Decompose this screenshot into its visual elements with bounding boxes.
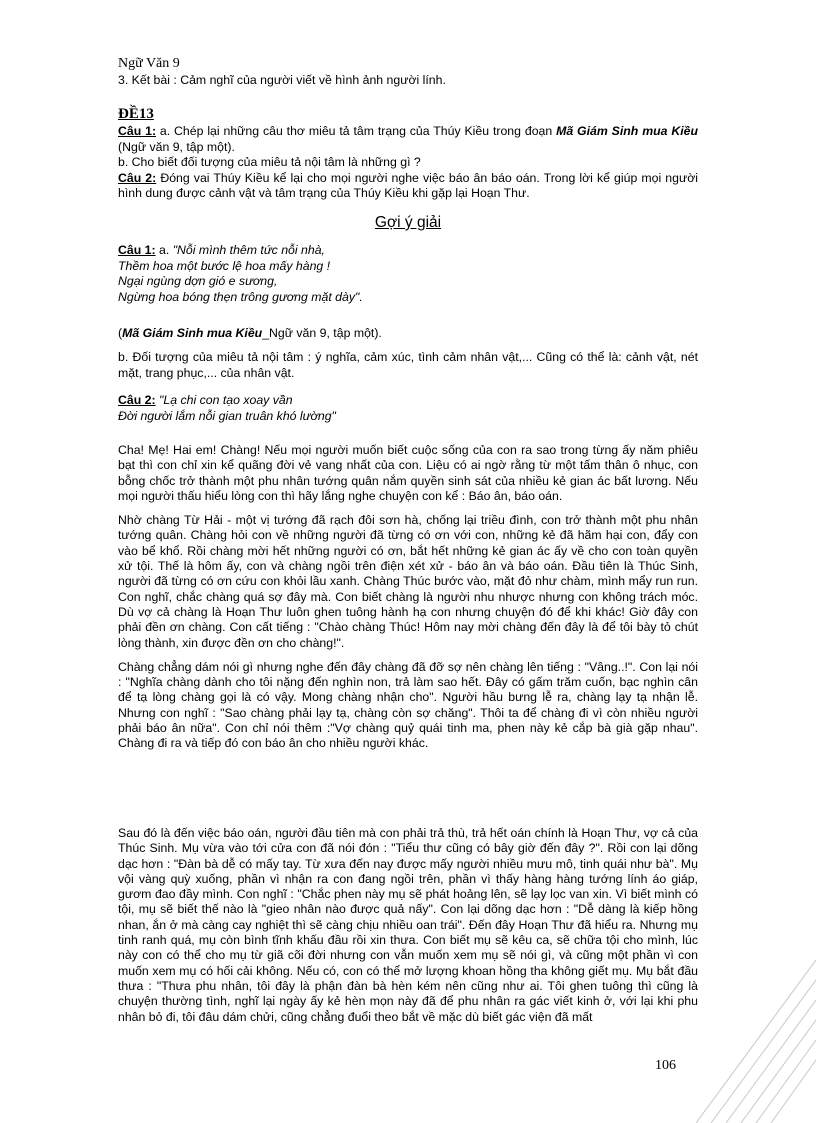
source-title: Mã Giám Sinh mua Kiều <box>122 326 263 340</box>
paragraph-3: Chàng chẳng dám nói gì nhưng nghe đến đây chàng đã đỡ sợ nên chàng lên tiếng : "Vâng..!". Con lại nói : "Nghĩa chàng dành cho tôi nặng đến nghìn non, trả làm sao hết. Đây có gấm trăm cuốn, bạc nghìn cân để tạ lòng chàng gọi là có vậy. Mong chàng nhận cho". Người hầu bưng lễ ra, chàng lạy tạ nhận lễ. Nhưng con nghĩ : "Sao chàng phải lạy tạ, chàng còn sợ chăng". Thôi ta để chàng đi vì còn nhiều người phải báo ân nữa". Con chỉ nói thêm :"Vợ chàng quỷ quái tinh ma, phen này kẻ cắp bà già gặp nhau". Chàng đi ra và tiếp đó con báo ân cho nhiều người khác. <box>118 659 698 751</box>
answer-1-source <box>118 326 698 342</box>
answer-1-poem <box>118 243 363 306</box>
answer-2-quote <box>118 393 698 424</box>
page-number: 106 <box>655 1058 676 1073</box>
paragraph-2: Nhờ chàng Từ Hải - một vị tướng đã rạch đôi sơn hà, chống lại triều đình, con trở thành một phu nhân tướng quân. Chàng hỏi con về những người đã từng có ơn với con, những kẻ đã hãm hại con, đẩy con vào bể khổ. Rồi chàng mời hết những người có ơn, bắt hết những kẻ gian ác ấy về cho con toàn quyền xử tội. Thế là hôm ấy, con và chàng ngồi trên điện xét xử - báo ân và báo oán. Đầu tiên là Thúc Sinh, người đã từng có ơn cứu con khỏi lầu xanh. Chàng Thúc bước vào, mặt đỏ như chàm, mình mẩy run run. Con nghĩ, chắc chàng quá sợ đây mà. Con biết chàng là người nhu nhược nhưng con không trách móc. Dù vợ cả chàng là Hoạn Thư luôn ghen tuông hành hạ con nhưng chuyện đó để khi khác! Giờ đây con phải đền ơn chàng. Con cất tiếng : "Chào chàng Thúc! Hôm nay mời chàng đến đây là để tôi bày tỏ chút lòng thành, xin được đền ơn cho chàng!". <box>118 513 698 650</box>
essay-part-1 <box>118 443 698 761</box>
question-1b: b. Cho biết đối tượng của miêu tả nội tâm là những gì ? <box>118 155 421 169</box>
page-header: Ngữ Văn 9 <box>118 56 180 71</box>
quote-line-2: Đời người lắm nỗi gian truân khó lường" <box>118 408 336 423</box>
paragraph-1: Cha! Mẹ! Hai em! Chàng! Nếu mọi người muốn biết cuộc sống của con ra sao trong từng ấy năm phiêu bạt thì con chỉ xin kể quãng đời vẻ vang nhất của con. Liệu có ai ngờ rằng từ một tấm thân ô nhục, con bỗng chốc trở thành một phu nhân tướng quân nắm quyền sinh sát của nhiều kẻ gian ác bất lương. Nếu mọi người thấu hiểu lòng con thì hãy lắng nghe chuyện con kể : Báo ân, báo oán. <box>118 443 698 503</box>
question-1-label: Câu 1: <box>118 124 157 138</box>
source-tail: _Ngữ văn 9, tập một). <box>262 326 382 340</box>
source-open: ( <box>118 326 123 340</box>
answer-2-label: Câu 2: <box>118 393 156 407</box>
answer-1b: b. Đối tượng của miêu tả nội tâm : ý nghĩa, cảm xúc, tình cảm nhân vật,... Cũng có thể là: cảnh vật, nét mặt, trang phục,... của nhân vật. <box>118 350 698 380</box>
question-1 <box>118 124 698 155</box>
question-2-text: Đóng vai Thúy Kiều kể lại cho mọi người nghe việc báo ân báo oán. Trong lời kể giúp mọi người hình dung được cảnh vật và tâm trạng của Thúy Kiều khi gặp lại Hoạn Thư. <box>118 170 698 200</box>
poem-line-3: Ngại ngùng dợn gió e sương, <box>118 274 278 289</box>
guide-title: Gợi ý giải <box>374 214 442 231</box>
outline-line: 3. Kết bài : Cảm nghĩ của người viết về hình ảnh người lính. <box>118 73 446 87</box>
answer-1-prefix: a. <box>155 243 173 257</box>
question-2-label: Câu 2: <box>118 170 157 185</box>
question-1-text: a. Chép lại những câu thơ miêu tả tâm trạng của Thúy Kiều trong đoạn <box>156 124 557 138</box>
corner-decoration <box>696 960 816 1123</box>
question-2 <box>118 171 698 202</box>
poem-line-1: "Nỗi mình thêm tức nỗi nhà, <box>172 243 325 257</box>
paragraph-4: Sau đó là đến việc báo oán, người đầu tiên mà con phải trả thù, trả hết oán chính là Hoạn Thư, vợ cả của Thúc Sinh. Mụ vừa vào tới cửa con đã nói đón : "Tiểu thư cũng có bây giờ đến đây ?". Rồi con lại dõng dạc hơn : "Đàn bà dễ có mấy tay. Từ xưa đến nay được mấy người nhiều mưu mô, tinh quái như bà". Mụ vội vàng quỳ xuống, phần vì nhận ra con đang ngồi trên, phần vì thấy hàng hàng tướng lính áo giáp, gươm đao đầy mình. Con nghĩ : "Chắc phen này mụ sẽ phát hoảng lên, sẽ lạy lọc van xin. Vì biết mình có tội, mụ sẽ biết thế nào là "gieo nhân nào được quả nấy". Con lại dõng dạc hơn : "Dễ dàng là kiếp hồng nhan, ắn ở mà càng cay nghiệt thì sẽ càng chịu nhiều oan trái". Đến đây Hoạn Thư đã hiểu ra. Nhưng mụ tinh ranh quá, mụ còn bình tĩnh khấu đầu rồi xin thưa. Con biết mụ sẽ kêu ca, sẽ chữa tội cho mình, lúc này con có thể cho mụ từ giã cõi đời nhưng con vẫn muốn xem mụ sẽ nói gì, và cũng một phần vì con muốn xem mụ có hối cải không. Nếu có, con có thể mở lượng khoan hồng tha không giết mụ. Mụ bắt đầu thưa : "Thưa phu nhân, tôi đây là phận đàn bà hèn kém nên cũng như ai. Tôi ghen tuông thì cũng là chuyện thường tình, nghĩ lại ngày ấy kẻ hèn mọn này đã để phu nhân ra gác viết kinh ở, với lại khi phu nhân bỏ đi, tôi đâu dám chửi, cũng chẳng đuổi theo bắt về mặc dù biết gác viện đã mất <box>118 826 698 1024</box>
exam-title: ĐỀ13 <box>118 106 154 122</box>
questions-block <box>118 124 698 202</box>
poem-line-2: Thềm hoa một bước lệ hoa mấy hàng ! <box>118 258 331 273</box>
quote-line-1: "Lạ chi con tạo xoay vần <box>155 393 293 407</box>
question-1-title: Mã Giám Sinh mua Kiều <box>556 124 698 138</box>
poem-line-4: Ngừng hoa bóng thẹn trông gương mặt dày". <box>118 290 363 305</box>
essay-part-2 <box>118 826 698 1034</box>
answer-1-label: Câu 1: <box>118 243 156 257</box>
question-1-tail: (Ngữ văn 9, tập một). <box>118 139 235 154</box>
